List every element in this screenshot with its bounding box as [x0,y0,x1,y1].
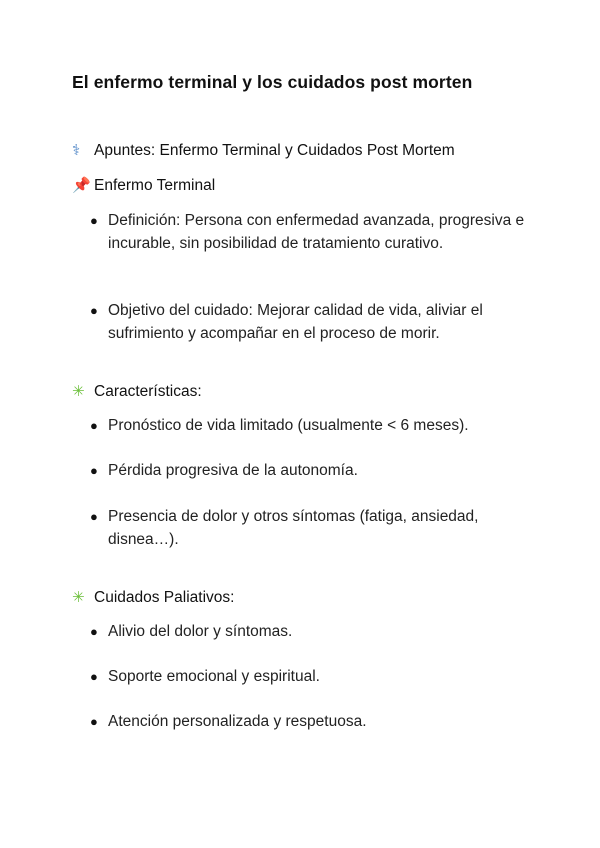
pushpin-icon: 📌 [72,176,91,194]
bullet-icon: ● [90,714,98,729]
bullet-icon: ● [90,624,98,639]
list-item [90,710,530,733]
stethoscope-icon: ⚕ [72,141,81,159]
list-item-text: Alivio del dolor y síntomas. [108,623,293,640]
bullet-icon: ● [90,303,98,318]
bullet-icon: ● [90,418,98,433]
list-item-text: Pérdida progresiva de la autonomía. [108,462,358,479]
section-heading-caracteristicas-text: Características: [94,383,202,400]
sparkle-icon: ✳ [72,382,85,400]
section-heading-terminal-text: Enfermo Terminal [94,177,216,194]
list-item [90,620,530,643]
bullet-icon: ● [90,213,98,228]
bullet-icon: ● [90,669,98,684]
section-heading-paliativos [72,586,234,609]
list-item-text: Pronóstico de vida limitado (usualmente < 6 meses). [108,417,469,434]
list-item [90,665,530,688]
notes-heading [72,139,455,162]
notes-heading-text: Apuntes: Enfermo Terminal y Cuidados Post Mortem [94,142,455,159]
section-heading-caracteristicas [72,380,202,403]
list-item-text: Definición: Persona con enfermedad avanzada, progresiva e incurable, sin posibilidad de tratamiento curativo. [108,212,525,252]
list-item [90,209,530,255]
list-item-text: Soporte emocional y espiritual. [108,668,320,685]
list-item [90,414,530,437]
bullet-icon: ● [90,509,98,524]
list-item [90,505,530,551]
list-item-text: Presencia de dolor y otros síntomas (fatiga, ansiedad, disnea…). [108,508,479,548]
section-heading-terminal [72,174,215,197]
section-heading-paliativos-text: Cuidados Paliativos: [94,589,235,606]
list-item-text: Atención personalizada y respetuosa. [108,713,367,730]
document-title: El enfermo terminal y los cuidados post morten [72,72,473,92]
list-item [90,299,530,345]
list-item-text: Objetivo del cuidado: Mejorar calidad de vida, aliviar el sufrimiento y acompañar en el proceso de morir. [108,302,483,342]
list-item [90,459,530,482]
sparkle-icon: ✳ [72,588,85,606]
bullet-icon: ● [90,463,98,478]
